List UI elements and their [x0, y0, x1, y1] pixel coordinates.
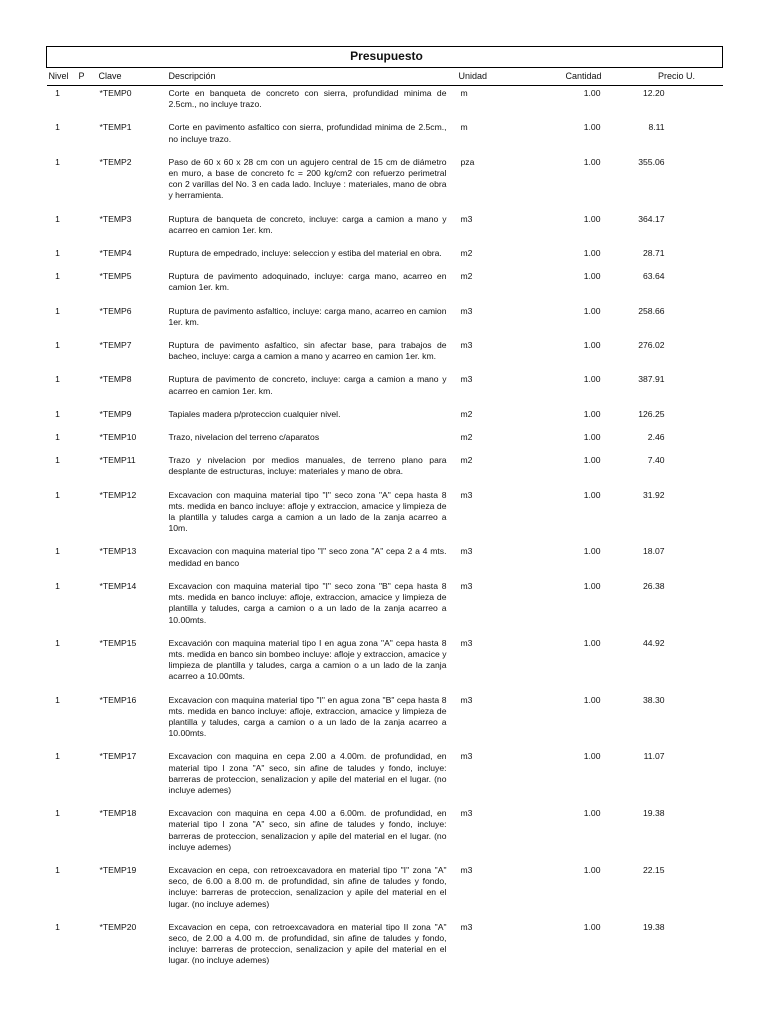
cell-nivel: 1 [55, 921, 60, 932]
cell-clave: *TEMP18 [99, 808, 137, 819]
cell-nivel: 1 [55, 374, 60, 385]
col-header-unidad: Unidad [459, 68, 535, 86]
cell-clave: *TEMP13 [99, 546, 137, 557]
cell-p [79, 302, 99, 336]
table-row [47, 486, 723, 543]
cell-p [79, 918, 99, 975]
cell-precio: 355.06 [638, 156, 665, 167]
cell-unidad: m [460, 122, 468, 133]
cell-cantidad: 1.00 [583, 156, 601, 167]
cell-p [79, 691, 99, 748]
cell-clave: *TEMP14 [99, 580, 137, 591]
cell-cantidad: 1.00 [583, 88, 601, 98]
cell-p [79, 86, 99, 119]
cell-descripcion: Ruptura de pavimento de concreto, incluye: carga a camion a mano y acarreo en camion 1er. km. [168, 374, 447, 396]
cell-p [79, 542, 99, 576]
cell-p [79, 210, 99, 244]
cell-clave: *TEMP8 [99, 374, 132, 385]
col-header-descripcion: Descripción [169, 68, 459, 86]
cell-precio: 8.11 [648, 122, 665, 133]
cell-clave: *TEMP0 [99, 88, 132, 98]
cell-nivel: 1 [55, 88, 60, 98]
cell-descripcion: Excavacion con maquina material tipo "I" seco zona "B" cepa hasta 8 mts. medida en banco incluye: afloje, extraccion, amacice y limpieza de plantilla y taludes, carga a camion o a un lado de la zanja acarreo a 10.00mts. [168, 580, 447, 625]
cell-precio: 7.40 [647, 455, 665, 466]
cell-nivel: 1 [55, 489, 60, 500]
cell-cantidad: 1.00 [583, 864, 601, 875]
cell-nivel: 1 [55, 305, 60, 316]
cell-cantidad: 1.00 [583, 408, 601, 419]
cell-cantidad: 1.00 [583, 271, 601, 282]
cell-descripcion: Excavacion con maquina material tipo "I" en agua zona "B" cepa hasta 8 mts. medida en banco incluye: afloje, extraccion, amacice y limpieza de plantilla y taludes, carga a camion o a un lado de la zanja acarreo a 10.00mts. [168, 694, 447, 739]
cell-cantidad: 1.00 [583, 808, 601, 819]
cell-cantidad: 1.00 [583, 213, 601, 224]
cell-nivel: 1 [55, 271, 60, 282]
cell-clave: *TEMP9 [99, 408, 132, 419]
cell-descripcion: Ruptura de pavimento asfaltico, incluye: carga mano, acarreo en camion 1er. km. [168, 305, 447, 327]
cell-descripcion: Corte en banqueta de concreto con sierra, profundidad minima de 2.5cm., no incluye trazo. [168, 88, 447, 110]
cell-cantidad: 1.00 [583, 374, 601, 385]
cell-precio: 44.92 [643, 637, 665, 648]
cell-clave: *TEMP17 [99, 751, 137, 762]
report-title: Presupuesto [47, 47, 723, 68]
cell-precio: 387.91 [638, 374, 665, 385]
cell-cantidad: 1.00 [583, 637, 601, 648]
header-row [47, 68, 723, 86]
table-row [47, 577, 723, 634]
table-row [47, 691, 723, 748]
cell-nivel: 1 [55, 546, 60, 557]
title-row [47, 47, 723, 68]
cell-descripcion: Excavacion con maquina en cepa 2.00 a 4.00m. de profundidad, en material tipo I zona "A" seco, sin afine de taludes y fondo, incluye: barreras de proteccion, senalizacion y apile del material en el lugar. (no incluye ademes) [168, 751, 447, 795]
cell-nivel: 1 [55, 694, 60, 705]
cell-unidad: m2 [460, 248, 473, 259]
cell-unidad: m3 [460, 340, 473, 351]
cell-cantidad: 1.00 [583, 921, 601, 932]
cell-precio: 126.25 [638, 408, 665, 419]
cell-clave: *TEMP2 [99, 156, 132, 167]
cell-clave: *TEMP10 [99, 432, 137, 443]
cell-p [79, 451, 99, 485]
cell-nivel: 1 [55, 408, 60, 419]
cell-cantidad: 1.00 [583, 248, 601, 259]
cell-descripcion: Ruptura de empedrado, incluye: seleccion y estiba del material en obra. [168, 248, 442, 259]
cell-p [79, 861, 99, 918]
cell-descripcion: Trazo y nivelacion por medios manuales, de terreno plano para desplante de estructuras, incluye: materiales y mano de obra. [168, 455, 447, 477]
cell-precio: 364.17 [638, 213, 665, 224]
cell-precio: 2.46 [647, 432, 665, 443]
cell-clave: *TEMP4 [99, 248, 132, 259]
cell-precio: 18.07 [643, 546, 665, 557]
cell-nivel: 1 [55, 808, 60, 819]
cell-unidad: m2 [460, 408, 473, 419]
cell-cantidad: 1.00 [583, 580, 601, 591]
cell-descripcion: Ruptura de banqueta de concreto, incluye: carga a camion a mano y acarreo en camion 1er. km. [168, 213, 447, 235]
cell-unidad: m3 [460, 751, 473, 762]
cell-cantidad: 1.00 [583, 340, 601, 351]
cell-p [79, 118, 99, 152]
cell-p [79, 336, 99, 370]
table-row [47, 451, 723, 485]
cell-unidad: m3 [460, 921, 473, 932]
cell-unidad: m3 [460, 213, 473, 224]
cell-unidad: m3 [460, 637, 473, 648]
cell-descripcion: Tapiales madera p/proteccion cualquier nivel. [168, 408, 341, 419]
cell-descripcion: Excavacion con maquina material tipo "I" seco zona "A" cepa hasta 8 mts. medida en banco incluye: afloje y extraccion, amacice y limpieza de la plantilla y taludes carga a camion a un lado de la zanja acarreo a 10m. [168, 489, 447, 534]
cell-clave: *TEMP16 [99, 694, 137, 705]
cell-cantidad: 1.00 [583, 455, 601, 466]
cell-cantidad: 1.00 [583, 305, 601, 316]
cell-unidad: m3 [460, 489, 473, 500]
cell-p [79, 428, 99, 451]
cell-clave: *TEMP15 [99, 637, 137, 648]
table-row [47, 267, 723, 301]
cell-unidad: pza [460, 156, 475, 167]
cell-nivel: 1 [55, 432, 60, 443]
cell-unidad: m2 [460, 271, 473, 282]
cell-unidad: m [460, 88, 468, 98]
cell-unidad: m3 [460, 694, 473, 705]
table-row [47, 861, 723, 918]
cell-descripcion: Corte en pavimento asfaltico con sierra, profundidad minima de 2.5cm., no incluye trazo. [168, 122, 447, 144]
table-row [47, 747, 723, 804]
cell-unidad: m2 [460, 455, 473, 466]
cell-p [79, 486, 99, 543]
table-row [47, 210, 723, 244]
table-row [47, 542, 723, 576]
table-row [47, 428, 723, 451]
cell-precio: 38.30 [643, 694, 665, 705]
cell-precio: 19.38 [643, 921, 665, 932]
cell-precio: 31.92 [643, 489, 665, 500]
cell-precio: 26.38 [643, 580, 665, 591]
col-header-clave: Clave [99, 68, 169, 86]
cell-descripcion: Excavacion en cepa, con retroexcavadora en material tipo II zona "A" seco, de 2.00 a 4.00 m. de profundidad, sin afine de taludes y fondo, incluye: barreras de proteccion, senalizacion y apile del material en el lugar. (no incluye ademes) [168, 921, 447, 966]
cell-nivel: 1 [55, 580, 60, 591]
cell-nivel: 1 [55, 213, 60, 224]
cell-descripcion: Excavación con maquina material tipo I en agua zona "A" cepa hasta 8 mts. medida en banco sin bombeo incluye: afloje y extraccion, amacice y limpieza de plantilla y taludes, carga a camion o a un lado de la zanja acarreo a 10.00mts. [168, 637, 447, 682]
cell-precio: 28.71 [643, 248, 665, 259]
cell-nivel: 1 [55, 122, 60, 133]
cell-nivel: 1 [55, 455, 60, 466]
cell-p [79, 804, 99, 861]
cell-unidad: m3 [460, 808, 473, 819]
cell-p [79, 153, 99, 210]
cell-clave: *TEMP7 [99, 340, 132, 351]
cell-cantidad: 1.00 [583, 489, 601, 500]
cell-precio: 22.15 [643, 864, 665, 875]
cell-p [79, 634, 99, 691]
cell-nivel: 1 [55, 248, 60, 259]
cell-cantidad: 1.00 [583, 122, 601, 133]
table-row [47, 244, 723, 267]
col-header-nivel: Nivel [47, 68, 79, 86]
cell-unidad: m2 [460, 432, 473, 443]
cell-precio: 258.66 [638, 305, 665, 316]
cell-p [79, 577, 99, 634]
cell-nivel: 1 [55, 156, 60, 167]
cell-unidad: m3 [460, 580, 473, 591]
cell-cantidad: 1.00 [583, 751, 601, 762]
table-row [47, 370, 723, 404]
cell-descripcion: Trazo, nivelacion del terreno c/aparatos [168, 432, 320, 443]
table-row [47, 405, 723, 428]
cell-clave: *TEMP3 [99, 213, 132, 224]
cell-clave: *TEMP12 [99, 489, 137, 500]
cell-p [79, 267, 99, 301]
table-row [47, 302, 723, 336]
table-row [47, 153, 723, 210]
col-header-precio: Precio U. [623, 68, 723, 86]
table-row [47, 86, 723, 119]
cell-precio: 11.07 [643, 751, 665, 762]
cell-p [79, 405, 99, 428]
cell-clave: *TEMP19 [99, 864, 137, 875]
cell-precio: 12.20 [643, 88, 665, 98]
cell-nivel: 1 [55, 340, 60, 351]
cell-clave: *TEMP6 [99, 305, 132, 316]
cell-clave: *TEMP11 [99, 455, 136, 466]
table-body [47, 86, 723, 975]
cell-nivel: 1 [55, 751, 60, 762]
cell-clave: *TEMP20 [99, 921, 137, 932]
cell-unidad: m3 [460, 546, 473, 557]
col-header-p: P [79, 68, 99, 86]
col-header-cantidad: Cantidad [535, 68, 623, 86]
cell-descripcion: Excavacion con maquina material tipo "I" seco zona "A" cepa 2 a 4 mts. medidad en banco [168, 546, 447, 568]
cell-clave: *TEMP5 [99, 271, 132, 282]
cell-precio: 276.02 [638, 340, 665, 351]
table-row [47, 118, 723, 152]
budget-table [46, 46, 723, 975]
cell-precio: 63.64 [643, 271, 665, 282]
cell-p [79, 370, 99, 404]
cell-clave: *TEMP1 [99, 122, 132, 133]
cell-p [79, 244, 99, 267]
table-row [47, 336, 723, 370]
cell-descripcion: Paso de 60 x 60 x 28 cm con un agujero central de 15 cm de diámetro en muro, a base de concreto fc = 200 kg/cm2 con refuerzo perimetral con 2 varillas del No. 3 en cada lado. Incluye : materiales, mano de obra y herramienta. [168, 156, 447, 201]
cell-precio: 19.38 [643, 808, 665, 819]
cell-descripcion: Excavacion con maquina en cepa 4.00 a 6.00m. de profundidad, en material tipo I zona "A" seco, sin afine de taludes y fondo, incluye: barreras de proteccion, senalizacion y apile del material en el lugar. (no incluye ademes) [168, 808, 447, 852]
cell-unidad: m3 [460, 374, 473, 385]
table-row [47, 634, 723, 691]
cell-nivel: 1 [55, 864, 60, 875]
cell-cantidad: 1.00 [583, 694, 601, 705]
cell-p [79, 747, 99, 804]
table-row [47, 804, 723, 861]
table-row [47, 918, 723, 975]
cell-descripcion: Ruptura de pavimento adoquinado, incluye: carga mano, acarreo en camion 1er. km. [168, 271, 447, 293]
cell-cantidad: 1.00 [583, 546, 601, 557]
cell-nivel: 1 [55, 637, 60, 648]
cell-descripcion: Excavacion en cepa, con retroexcavadora en material tipo "I" zona "A" seco, de 6.00 a 8.00 m. de profundidad, sin afine de taludes y fondo, incluye: barreras de proteccion, senalizacion y apile del material en el lugar. (no incluye ademes) [168, 864, 447, 909]
cell-unidad: m3 [460, 305, 473, 316]
cell-cantidad: 1.00 [583, 432, 601, 443]
cell-descripcion: Ruptura de pavimento asfaltico, sin afectar base, para trabajos de bacheo, incluye: carga a camion a mano y acarreo en camion 1er. km. [168, 340, 447, 362]
cell-unidad: m3 [460, 864, 473, 875]
